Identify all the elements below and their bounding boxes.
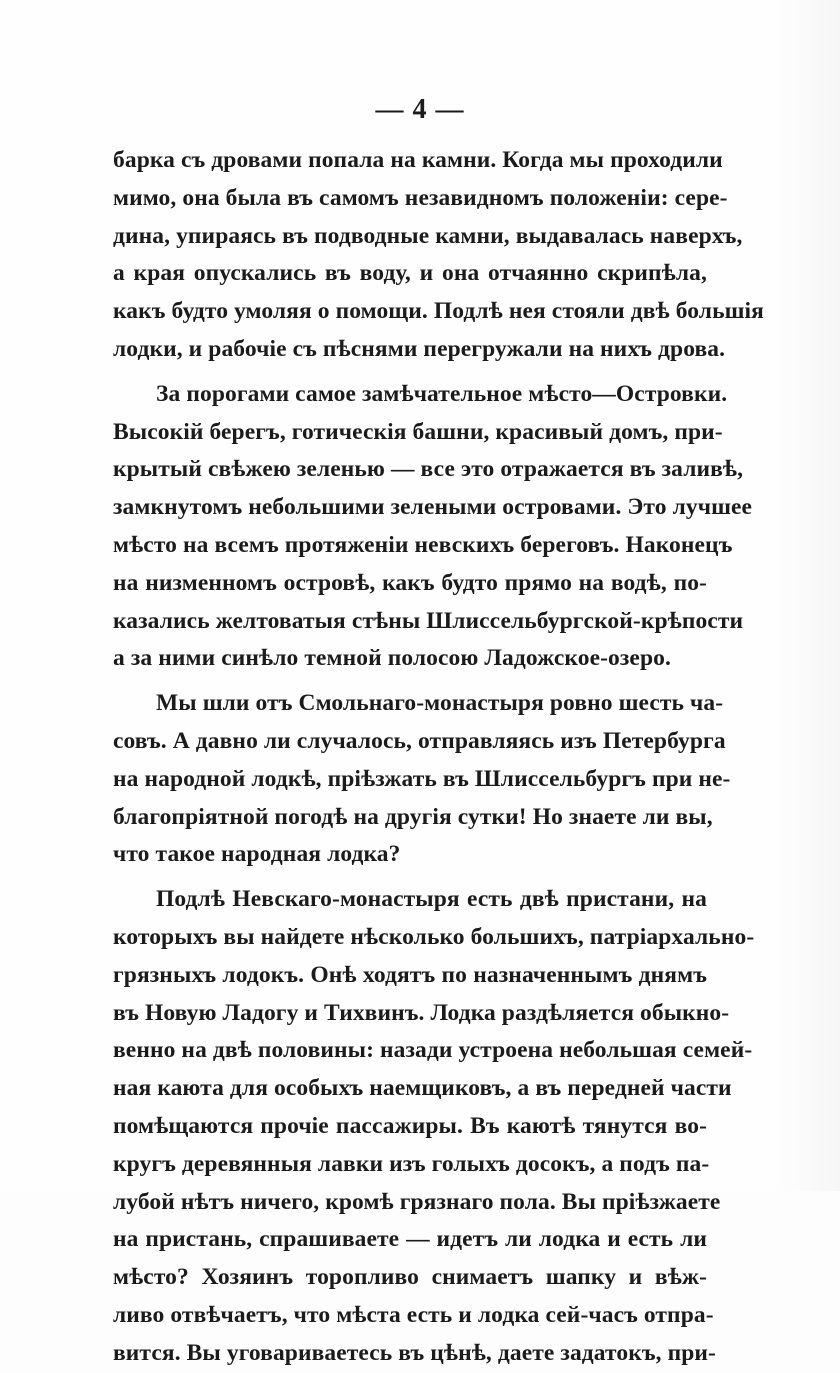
text-line: лодки, и рабочіе съ пѣснями перегружали на нихъ дрова.: [113, 335, 726, 362]
text-line: казались желтоватыя стѣны Шлиссельбургской-крѣпости: [113, 607, 744, 634]
paragraph-3: [113, 685, 731, 874]
text-line: мѣсто на всемъ протяженіи невскихъ береговъ. Наконецъ: [113, 531, 733, 558]
text-line: на пристань, спрашиваете — идетъ ли лодка и есть ли: [113, 1226, 707, 1253]
text-line: ная каюта для особыхъ наемщиковъ, а въ передней части: [113, 1075, 732, 1102]
text-line: замкнутомъ небольшими зелеными островами. Это лучшее: [113, 494, 753, 521]
text-line: лубой нѣтъ ничего, кромѣ грязнаго пола. Вы пріѣзжаете: [113, 1188, 721, 1215]
paragraph-2: [113, 376, 753, 678]
text-line: Подлѣ Невскаго-монастыря есть двѣ пристани, на: [156, 886, 707, 913]
text-line: кругъ деревянныя лавки изъ голыхъ досокъ, а подъ па-: [113, 1150, 710, 1177]
text-line: крытый свѣжею зеленью — все это отражается въ заливѣ,: [113, 456, 744, 483]
text-line: совъ. А давно ли случалось, отправляясь изъ Петербурга: [113, 727, 726, 754]
page-number-header: — 4 —: [375, 94, 465, 125]
text-line: какъ будто умоляя о помощи. Подлѣ нея стояли двѣ большія: [113, 298, 765, 325]
text-line: что такое народная лодка?: [113, 841, 401, 868]
text-line: Мы шли отъ Смольнаго-монастыря ровно шесть ча-: [156, 690, 724, 717]
text-line: венно на двѣ половины: назади устроена небольшая семей-: [113, 1037, 753, 1064]
text-line: грязныхъ лодокъ. Онѣ ходятъ по назначеннымъ днямъ: [113, 961, 707, 988]
text-line: мимо, она была въ самомъ незавидномъ положеніи: сере-: [113, 184, 728, 211]
text-line: которыхъ вы найдете нѣсколько большихъ, патріархально-: [113, 923, 755, 950]
text-line: на низменномъ островѣ, какъ будто прямо на водѣ, по-: [113, 569, 707, 596]
text-line: благопріятной погодѣ на другія сутки! Но знаете ли вы,: [113, 803, 713, 830]
text-line: За порогами самое замѣчательное мѣсто—Островки.: [156, 380, 728, 407]
text-line: въ Новую Ладогу и Тихвинъ. Лодка раздѣляется обыкно-: [113, 999, 730, 1026]
text-line: ливо отвѣчаетъ, что мѣста есть и лодка сей-часъ отпра-: [113, 1301, 714, 1328]
text-line: помѣщаются прочіе пассажиры. Въ каютѣ тянутся во-: [113, 1112, 707, 1139]
text-line: а края опускались въ воду, и она отчаянно скрипѣла,: [113, 260, 707, 287]
text-line: Высокій берегъ, готическія башни, красивый домъ, при-: [113, 418, 723, 445]
paragraph-1: [113, 142, 765, 369]
text-line: на народной лодкѣ, пріѣзжать въ Шлиссельбургъ при не-: [113, 765, 731, 792]
body-text: [113, 142, 765, 1373]
text-line: мѣсто? Хозяинъ торопливо снимаетъ шапку и вѣж-: [113, 1264, 707, 1291]
text-line: дина, упираясь въ подводные камни, выдавалась наверхъ,: [113, 222, 743, 249]
text-line: а за ними синѣло темной полосою Ладожское-озеро.: [113, 645, 671, 672]
text-line: барка съ дровами попала на камни. Когда мы проходили: [113, 147, 723, 173]
scan-edge-shading: [770, 0, 840, 1191]
paragraph-4: [113, 881, 755, 1372]
text-line: вится. Вы уговариваетесь въ цѣнѣ, даете задатокъ, при-: [113, 1339, 716, 1366]
